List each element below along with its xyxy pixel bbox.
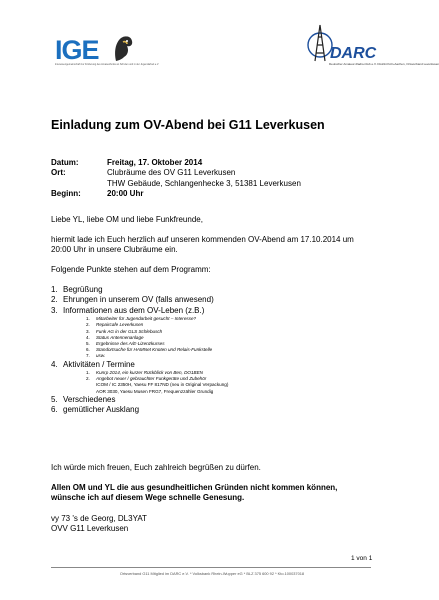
agenda-text: Ehrungen in unserem OV (falls anwesend) <box>63 295 214 305</box>
sub-item: 5. Ergebnisse des A/E-Lizenzkurses <box>86 341 165 347</box>
agenda-item <box>51 405 228 415</box>
agenda-sublist <box>51 370 228 395</box>
darc-logo-subtitle: Deutscher Amateur-Radio-Club e.V. Distrikt Köln-Aachen, Ortsverband Leverkusen <box>329 62 439 66</box>
sub-item: 3. Funk AG in der GLS Schlebusch <box>86 328 163 334</box>
program-intro: Folgende Punkte stehen auf dem Programm: <box>51 265 211 274</box>
get-well-line-2: wünsche ich auf diesem Wege schnelle Genesung. <box>51 493 245 503</box>
agenda-list <box>51 285 228 416</box>
intro-line-2: 20:00 Uhr in unsere Clubräume ein. <box>51 245 178 255</box>
agenda-text: Verschiedenes <box>63 394 116 404</box>
intro-line-1: hiermit lade ich Euch herzlich auf unseren kommenden OV-Abend am 17.10.2014 um <box>51 235 354 244</box>
get-well-line-1: Allen OM und YL die aus gesundheitlichen Gründen nicht kommen können, <box>51 483 338 492</box>
sub-item: 2. Angebot neuer / gebrauchter Funkgeräte und Zubehör <box>86 376 207 382</box>
date-value: Freitag, 17. Oktober 2014 <box>107 158 203 167</box>
document-title: Einladung zum OV-Abend bei G11 Leverkusen <box>51 118 325 132</box>
agenda-number: 2. <box>51 295 58 305</box>
get-well-message <box>51 483 391 504</box>
agenda-number: 3. <box>51 305 58 315</box>
agenda-sublist <box>51 316 228 359</box>
agenda-text: Aktivitäten / Termine <box>63 359 135 369</box>
darc-logo <box>302 23 439 83</box>
footer-text: Ortsverband G11 Mitglied im DARC e.V. * Volksbank Rhein-Wupper eG * BLZ 375 600 92 * Kto.100037018 <box>119 571 305 576</box>
intro-paragraph <box>51 235 391 256</box>
signoff-line-2: OVV G11 Leverkusen <box>51 524 129 534</box>
agenda-item <box>51 306 228 316</box>
signoff-line-1: vy 73 's de Georg, DL3YAT <box>51 514 147 523</box>
sub-item: 1. Kunrp 2014, ein kurzer Rückblick von Ben, DO1BEN <box>86 370 203 376</box>
agenda-item <box>51 395 228 405</box>
sub-item: 2. Repaircafe Leverkusen <box>86 322 144 328</box>
sub-item: 6. Standortsuche für HAMNet Knoten und Relais-Funkstelle <box>86 347 213 353</box>
darc-logo-text: DARC <box>330 45 377 62</box>
sub-item: 1. Mitarbeiter für Jugendarbeit gesucht – Interesse? <box>86 316 197 322</box>
agenda-item <box>51 285 228 295</box>
agenda-number: 5. <box>51 394 58 404</box>
agenda-item <box>51 360 228 370</box>
signature <box>51 514 391 535</box>
agenda-number: 4. <box>51 359 58 369</box>
agenda-text: Informationen aus dem OV-Leben (z.B.) <box>63 305 205 315</box>
agenda-number: 1. <box>51 285 58 294</box>
date-label: Datum: <box>51 158 79 167</box>
footer-divider <box>51 567 371 568</box>
lion-icon <box>112 33 134 63</box>
location-label: Ort: <box>51 168 66 178</box>
ige-logo <box>55 33 159 78</box>
agenda-text: Begrüßung <box>63 285 103 294</box>
agenda-number: 6. <box>51 405 58 415</box>
agenda-item <box>51 295 228 305</box>
ige-logo-text: IGE <box>55 35 99 65</box>
sub-item: 7. usw. <box>86 353 106 359</box>
sub-item-detail: ICOM / IC 2350H, Yaesu FF 817ND (neu in Original Verpackung) <box>96 382 229 388</box>
location-line-1: Clubräume des OV G11 Leverkusen <box>107 168 236 178</box>
sub-item: 4. Status Antennenanlage <box>86 334 144 340</box>
greeting: Liebe YL, liebe OM und liebe Funkfreunde, <box>51 215 203 224</box>
event-details <box>51 158 301 200</box>
ige-logo-subtitle: Interessengemeinschaft zur Förderung des Amateurfunks an Schulen und in der Jugendarbeit e.V. <box>55 63 159 66</box>
start-label: Beginn: <box>51 189 81 199</box>
page-number: 1 von 1 <box>351 555 373 562</box>
location-line-2: THW Gebäude, Schlangenhecke 3, 51381 Leverkusen <box>107 178 301 188</box>
agenda-text: gemütlicher Ausklang <box>63 405 140 415</box>
sub-item-detail: AOR 3030, Yaesu Musen FRG7, Frequenzzähler Grundig <box>96 388 214 394</box>
invite-sentence: Ich würde mich freuen, Euch zahlreich begrüßen zu dürfen. <box>51 463 261 472</box>
start-value: 20:00 Uhr <box>107 189 144 199</box>
